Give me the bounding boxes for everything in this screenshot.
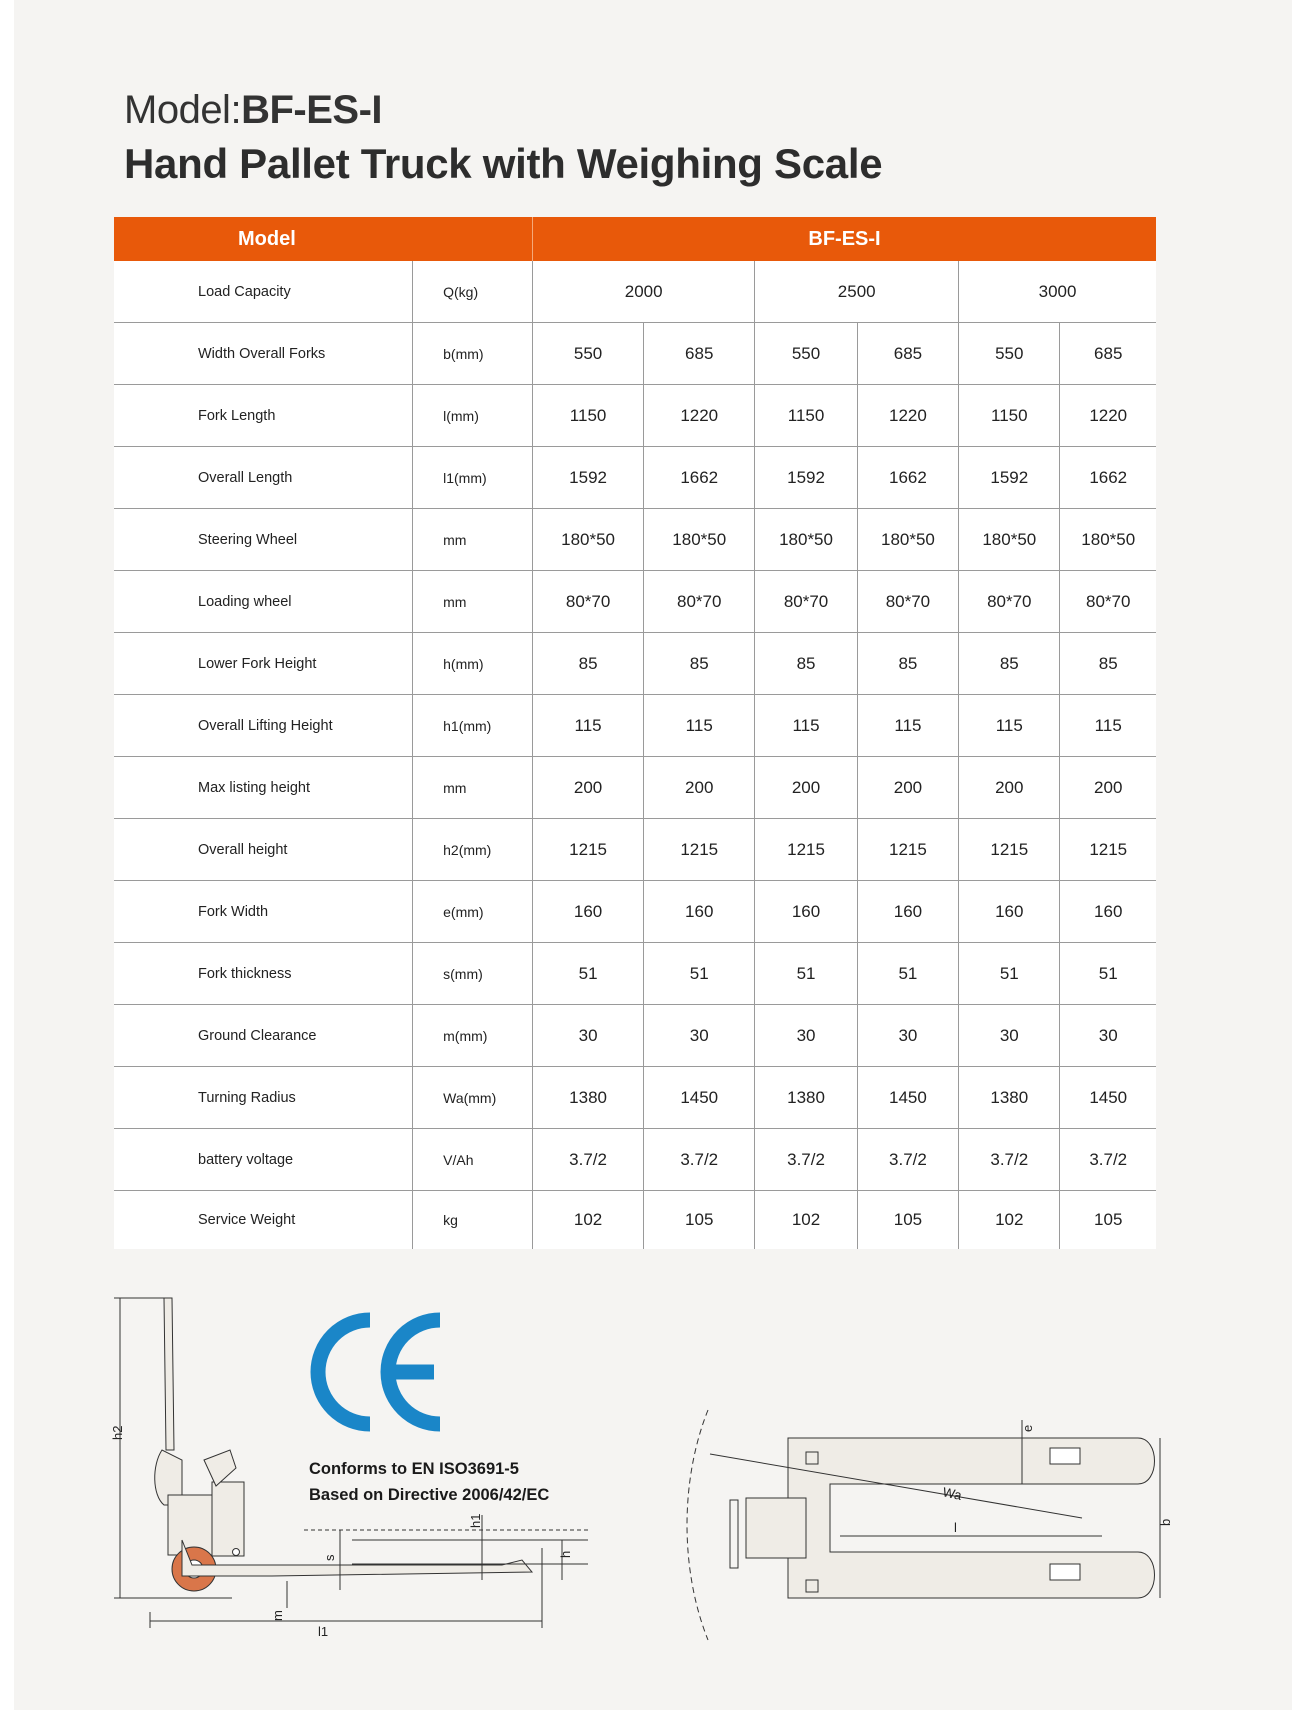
label-wa: Wa (941, 1484, 964, 1503)
table-cell: 85 (644, 633, 755, 695)
certification-line1: Conforms to EN ISO3691-5 (309, 1460, 519, 1478)
row-unit: e(mm) (413, 881, 533, 943)
table-cell: 1592 (755, 447, 857, 509)
spec-table (114, 217, 1156, 1249)
table-row (114, 757, 1156, 819)
model-title (124, 88, 382, 133)
table-cell: 1220 (644, 385, 755, 447)
row-unit: b(mm) (413, 323, 533, 385)
row-unit: Q(kg) (413, 261, 533, 323)
table-cell: 1215 (959, 819, 1060, 881)
table-row (114, 1005, 1156, 1067)
table-cell: 51 (644, 943, 755, 1005)
row-label: Overall height (114, 819, 413, 881)
row-label: Ground Clearance (114, 1005, 413, 1067)
table-cell: 85 (857, 633, 958, 695)
top-view-drawing (690, 1400, 1173, 1650)
table-cell: 85 (959, 633, 1060, 695)
table-cell: 30 (959, 1005, 1060, 1067)
table-cell: 115 (755, 695, 857, 757)
row-label: Lower Fork Height (114, 633, 413, 695)
table-cell: 1662 (644, 447, 755, 509)
table-cell: 1450 (644, 1067, 755, 1129)
capacity-value: 2000 (533, 261, 755, 323)
table-cell: 1662 (1060, 447, 1156, 509)
table-cell: 180*50 (1060, 509, 1156, 571)
table-cell: 80*70 (1060, 571, 1156, 633)
table-cell: 1450 (857, 1067, 958, 1129)
certification-line2: Based on Directive 2006/42/EC (309, 1486, 550, 1504)
table-row (114, 571, 1156, 633)
row-unit: l(mm) (413, 385, 533, 447)
row-label: Turning Radius (114, 1067, 413, 1129)
table-cell: 1150 (959, 385, 1060, 447)
table-cell: 685 (1060, 323, 1156, 385)
label-h1: h1 (468, 1513, 483, 1528)
table-cell: 3.7/2 (644, 1129, 755, 1191)
table-cell: 180*50 (857, 509, 958, 571)
table-cell: 160 (959, 881, 1060, 943)
table-cell: 30 (857, 1005, 958, 1067)
table-cell: 105 (644, 1191, 755, 1250)
row-label: Load Capacity (114, 261, 413, 323)
table-cell: 550 (755, 323, 857, 385)
table-row (114, 695, 1156, 757)
row-unit: h(mm) (413, 633, 533, 695)
row-label: battery voltage (114, 1129, 413, 1191)
table-cell: 180*50 (959, 509, 1060, 571)
table-cell: 200 (1060, 757, 1156, 819)
table-row (114, 819, 1156, 881)
table-cell: 1215 (644, 819, 755, 881)
row-unit: V/Ah (413, 1129, 533, 1191)
table-cell: 115 (959, 695, 1060, 757)
table-row (114, 1067, 1156, 1129)
table-row-capacity (114, 261, 1156, 323)
table-cell: 30 (533, 1005, 644, 1067)
row-label: Max listing height (114, 757, 413, 819)
table-cell: 80*70 (959, 571, 1060, 633)
table-cell: 1220 (857, 385, 958, 447)
table-cell: 80*70 (857, 571, 958, 633)
row-unit: Wa(mm) (413, 1067, 533, 1129)
table-cell: 200 (959, 757, 1060, 819)
table-cell: 160 (857, 881, 958, 943)
table-cell: 30 (1060, 1005, 1156, 1067)
table-row (114, 1129, 1156, 1191)
table-cell: 550 (959, 323, 1060, 385)
table-cell: 3.7/2 (533, 1129, 644, 1191)
row-unit: l1(mm) (413, 447, 533, 509)
table-cell: 102 (755, 1191, 857, 1250)
table-header (114, 217, 1156, 261)
label-m: m (270, 1610, 285, 1621)
table-row (114, 1191, 1156, 1250)
product-title: Hand Pallet Truck with Weighing Scale (124, 140, 883, 187)
label-l1: l1 (318, 1624, 329, 1639)
ce-mark-icon (308, 1310, 442, 1434)
table-cell: 1662 (857, 447, 958, 509)
table-cell: 685 (857, 323, 958, 385)
label-l: l (954, 1520, 957, 1535)
row-unit: h1(mm) (413, 695, 533, 757)
table-cell: 200 (857, 757, 958, 819)
table-cell: 160 (533, 881, 644, 943)
table-cell: 1150 (755, 385, 857, 447)
row-label: Width Overall Forks (114, 323, 413, 385)
table-cell: 3.7/2 (959, 1129, 1060, 1191)
row-label: Fork Width (114, 881, 413, 943)
row-unit: mm (413, 509, 533, 571)
table-cell: 200 (644, 757, 755, 819)
table-cell: 3.7/2 (857, 1129, 958, 1191)
table-row (114, 509, 1156, 571)
table-cell: 1220 (1060, 385, 1156, 447)
table-cell: 180*50 (755, 509, 857, 571)
table-row (114, 447, 1156, 509)
table-cell: 1592 (959, 447, 1060, 509)
table-cell: 160 (1060, 881, 1156, 943)
table-cell: 51 (1060, 943, 1156, 1005)
certification-text (309, 1456, 549, 1508)
label-s: s (322, 1554, 337, 1561)
capacity-value: 3000 (959, 261, 1156, 323)
row-unit: mm (413, 757, 533, 819)
table-cell: 80*70 (533, 571, 644, 633)
row-label: Steering Wheel (114, 509, 413, 571)
table-cell: 85 (533, 633, 644, 695)
table-cell: 200 (755, 757, 857, 819)
table-cell: 85 (755, 633, 857, 695)
table-cell: 1380 (959, 1067, 1060, 1129)
table-cell: 3.7/2 (1060, 1129, 1156, 1191)
label-h: h (558, 1550, 573, 1558)
row-unit: kg (413, 1191, 533, 1250)
capacity-value: 2500 (755, 261, 959, 323)
model-code: BF-ES-I (241, 88, 382, 132)
table-cell: 160 (644, 881, 755, 943)
table-cell: 550 (533, 323, 644, 385)
table-cell: 685 (644, 323, 755, 385)
table-cell: 1215 (857, 819, 958, 881)
table-row (114, 385, 1156, 447)
table-cell: 1150 (533, 385, 644, 447)
label-b: b (1158, 1518, 1173, 1526)
table-cell: 1380 (533, 1067, 644, 1129)
table-cell: 1592 (533, 447, 644, 509)
table-row (114, 633, 1156, 695)
table-cell: 51 (857, 943, 958, 1005)
header-model-label: Model (114, 217, 533, 261)
row-unit: h2(mm) (413, 819, 533, 881)
table-cell: 115 (857, 695, 958, 757)
table-cell: 160 (755, 881, 857, 943)
row-label: Loading wheel (114, 571, 413, 633)
table-cell: 180*50 (644, 509, 755, 571)
table-cell: 85 (1060, 633, 1156, 695)
row-unit: mm (413, 571, 533, 633)
table-cell: 1215 (1060, 819, 1156, 881)
table-cell: 1380 (755, 1067, 857, 1129)
table-cell: 1450 (1060, 1067, 1156, 1129)
row-unit: s(mm) (413, 943, 533, 1005)
table-cell: 115 (644, 695, 755, 757)
row-unit: m(mm) (413, 1005, 533, 1067)
table-cell: 30 (644, 1005, 755, 1067)
row-label: Fork thickness (114, 943, 413, 1005)
table-cell: 51 (533, 943, 644, 1005)
table-row (114, 943, 1156, 1005)
row-label: Service Weight (198, 1212, 296, 1228)
table-cell: 51 (959, 943, 1060, 1005)
table-cell: 3.7/2 (755, 1129, 857, 1191)
header-model-value: BF-ES-I (533, 217, 1157, 261)
row-label: Overall Lifting Height (114, 695, 413, 757)
table-cell: 180*50 (533, 509, 644, 571)
turning-radius-arc (687, 1410, 708, 1640)
table-cell: 105 (857, 1191, 958, 1250)
table-cell: 200 (533, 757, 644, 819)
model-prefix: Model: (124, 88, 242, 132)
table-cell: 105 (1060, 1191, 1156, 1250)
table-cell: 30 (755, 1005, 857, 1067)
row-label: Overall Length (114, 447, 413, 509)
table-cell: 51 (755, 943, 857, 1005)
label-e: e (1020, 1424, 1035, 1432)
row-label: Fork Length (114, 385, 413, 447)
table-cell: 80*70 (755, 571, 857, 633)
table-row (114, 881, 1156, 943)
label-h2: h2 (110, 1425, 125, 1440)
table-cell: 80*70 (644, 571, 755, 633)
table-cell: 115 (1060, 695, 1156, 757)
table-cell: 102 (959, 1191, 1060, 1250)
table-cell: 1215 (533, 819, 644, 881)
table-cell: 102 (533, 1191, 644, 1250)
table-row (114, 323, 1156, 385)
table-cell: 115 (533, 695, 644, 757)
table-cell: 1215 (755, 819, 857, 881)
